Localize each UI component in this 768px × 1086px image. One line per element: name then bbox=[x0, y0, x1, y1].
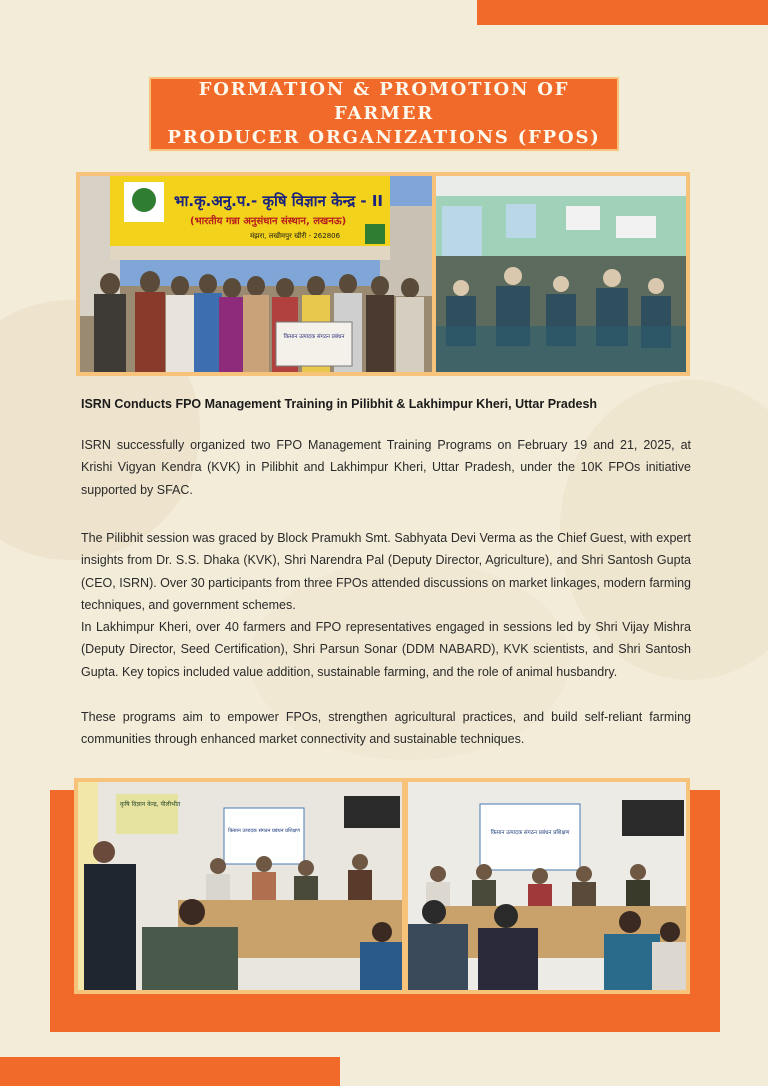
paragraph-2: The Pilibhit session was graced by Block Pramukh Smt. Sabhyata Devi Verma as the Chief Guest, with expert insights from Dr. S.S. Dhaka (KVK), Shri Narendra Pal (Deputy Director, Agriculture), and Shri Santosh Gupta (CEO, ISRN). Over 30 participants from three FPOs attended discussions on market linkages, modern farming techniques, and government schemes. bbox=[81, 531, 691, 613]
kvk-sign-line-3: मंझरा, लखीमपुर खीरी - 262806 bbox=[250, 232, 341, 240]
photo-kvk-group bbox=[80, 176, 432, 372]
photo-training-hall-image bbox=[436, 176, 686, 372]
photo-kvk-group-image bbox=[80, 176, 432, 372]
paragraph-4: These programs aim to empower FPOs, strengthen agricultural practices, and build self-reliant farming communities through enhanced market connectivity and sustainable techniques. bbox=[81, 710, 691, 747]
kvk-banner-text: किसान उत्पादक संगठन प्रबंधन bbox=[283, 334, 345, 340]
paragraph-1: ISRN successfully organized two FPO Management Training Programs on February 19 and 21, 2025, at Krishi Vigyan Kendra (KVK) in Pilibhit and Lakhimpur Kheri, Uttar Pradesh, under the 10K FPOs initiative supported by SFAC. bbox=[81, 438, 691, 497]
kvk-sign-line-1: भा.कृ.अनु.प.- कृषि विज्ञान केन्द्र - II bbox=[174, 192, 384, 210]
top-accent-bar bbox=[477, 0, 768, 25]
bottom-accent-bar bbox=[0, 1057, 340, 1086]
lakhimpur-banner-text: किसान उत्पादक संगठन प्रबंधन प्रशिक्षण bbox=[490, 830, 570, 836]
paragraph-3: In Lakhimpur Kheri, over 40 farmers and FPO representatives engaged in sessions led by Shri Vijay Mishra (Deputy Director, Seed Certification), Shri Parsun Sonar (DDM NABARD), KVK scientists, and Shri Santosh Gupta. Key topics included value addition, sustainable farming, and the role of animal husbandry. bbox=[81, 620, 691, 679]
title-line-1: FORMATION & PROMOTION OF FARMER bbox=[198, 79, 570, 124]
photo-pilibhit-session-image bbox=[78, 782, 402, 990]
page-title bbox=[149, 77, 619, 151]
article-headline: ISRN Conducts FPO Management Training in Pilibhit & Lakhimpur Kheri, Uttar Pradesh bbox=[81, 397, 598, 411]
photo-lakhimpur-session-image bbox=[408, 782, 686, 990]
kvk-pilibhit-sign: कृषि विज्ञान केन्द्र, पीलीभीत bbox=[120, 801, 181, 808]
photo-pilibhit-session bbox=[78, 782, 402, 990]
kvk-sign-line-2: (भारतीय गन्ना अनुसंधान संस्थान, लखनऊ) bbox=[190, 216, 347, 227]
photo-lakhimpur-session bbox=[408, 782, 686, 990]
title-line-2: PRODUCER ORGANIZATIONS (FPOS) bbox=[167, 127, 601, 148]
photo-training-hall bbox=[436, 176, 686, 372]
pilibhit-banner-text: किसान उत्पादक संगठन प्रबंधन प्रशिक्षण bbox=[228, 828, 300, 834]
